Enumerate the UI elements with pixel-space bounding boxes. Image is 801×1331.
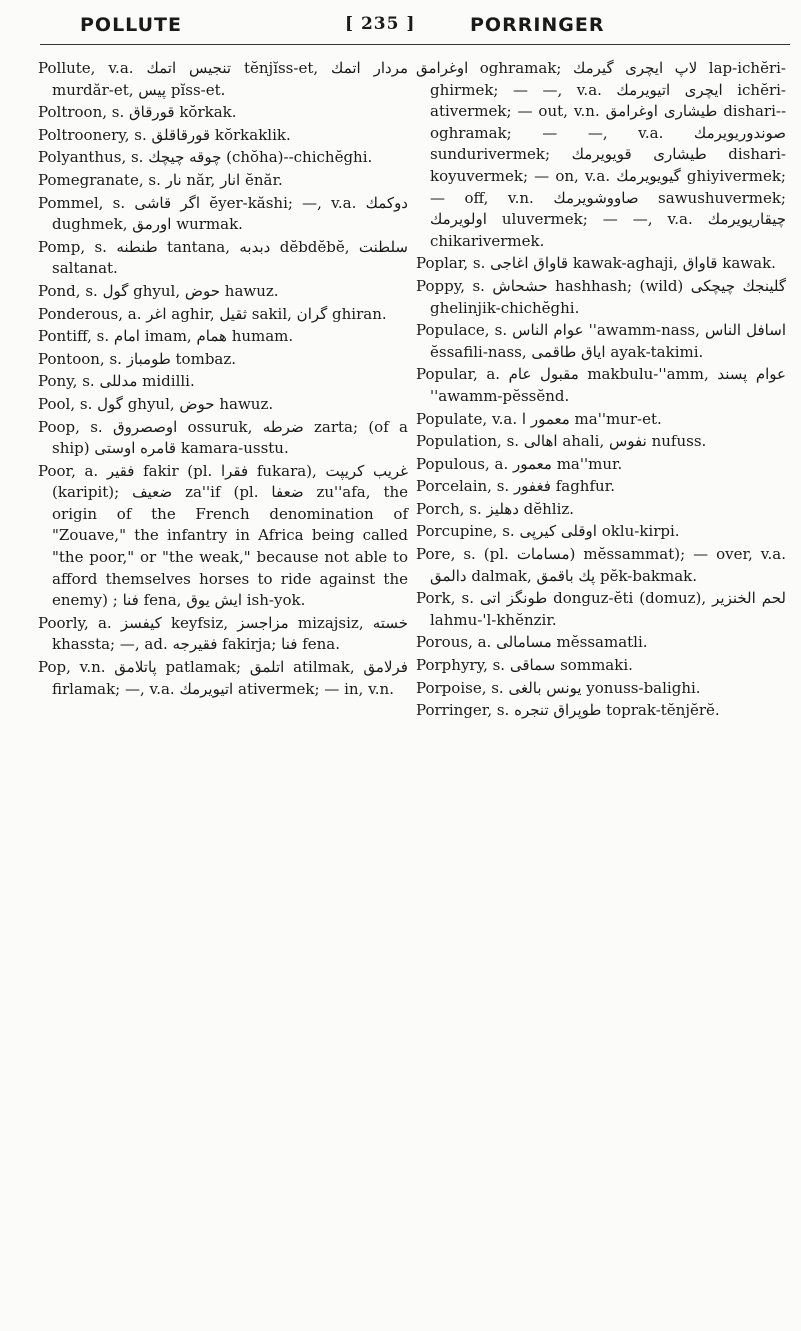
dictionary-entry: Poor, a. فقير fakir (pl. فقرا fukara), غريب كريپت (karipit); ضعيف za''if (pl. ضعفا zu''afa, the origin of the French denomination of "Zouave," the infantry in Africa being called "the poor," or "the weak," because not able to afford themselves horses to ride against the enemy) ; فنا fena, ايش يوق ish-yok. (38, 461, 409, 610)
dictionary-entry: Poplar, s. قاواق اغاجى kawak-aghaji, قاواق kawak. (416, 254, 776, 273)
dictionary-entry: Populous, a. معمور ma''mur. (416, 454, 623, 473)
dictionary-entry: Pony, s. مدللى midilli. (38, 372, 195, 391)
running-header (0, 0, 801, 44)
header-rule (40, 44, 790, 45)
dictionary-entry: اوغرامق oghramak; لاپ ايچرى گيرمك lap-ichĕri-ghirmek; — —, v.a. ايچرى اتيويرمك ichĕri-ativermek; — out, v.n. طيشارى اوغرامق dishari--oghramak; — —, v.a. صوندوريويرمك sundurivermek; طيشارى قويويرمك dishari-koyuvermek; — on, v.a. گيويويرمك ghiyivermek; — off, v.n. صاووشويرمك sawushuvermek; اولويرمك uluvermek; — —, v.a. چيقاريويرمك chikarivermek. (416, 59, 787, 250)
dictionary-entry: Porcelain, s. فغفور faghfur. (416, 477, 615, 496)
page-number: [ 235 ] (345, 14, 416, 34)
dictionary-entry: Pond, s. گول ghyul, حوض hawuz. (38, 281, 279, 300)
dictionary-entry: Porous, a. مسامالى mĕssamatli. (416, 633, 648, 652)
dictionary-entry: Porcupine, s. اوقلى كيرپى oklu-kirpi. (416, 522, 680, 541)
dictionary-entry: Pork, s. طونگز اتى donguz-ĕti (domuz), لحم الخنزير lahmu-'l-khĕnzir. (416, 589, 786, 629)
dictionary-entry: Ponderous, a. اغر aghir, ثقيل sakil, گران ghiran. (38, 304, 387, 323)
header-first-word: POLLUTE (80, 14, 182, 36)
right-column (416, 58, 786, 723)
header-last-word: PORRINGER (470, 14, 605, 36)
dictionary-entry: Poltroonery, s. قورقاقلق kŏrkaklik. (38, 125, 291, 144)
dictionary-entry: Pool, s. گول ghyul, حوض hawuz. (38, 394, 274, 413)
dictionary-entry: Poop, s. اوصصروق ossuruk, ضرطه zarta; (of a ship) قامرە اوستى kamara-usstu. (38, 417, 408, 458)
dictionary-entry: Pop, v.n. پاتلامق patlamak; اتلمق atilmak, فرلامق firlamak; —, v.a. اتيويرمك ativermek; — in, v.n. (38, 658, 408, 698)
dictionary-entry: Pomp, s. طنطنه tantana, دبدبه dĕbdĕbĕ, سلطنت saltanat. (38, 237, 408, 278)
dictionary-entry: Popular, a. مقبول عام makbulu-''amm, عوام پسند ''awamm-pĕssĕnd. (416, 365, 786, 405)
dictionary-entry: Pontoon, s. طومباز tombaz. (38, 349, 237, 368)
dictionary-entry: Polyanthus, s. چوقه چيچك (chŏha)--chichĕghi. (38, 148, 373, 167)
dictionary-entry: Poppy, s. حشحاش hashhash; (wild) گلينجك چيچكى ghelinjik-chichĕghi. (416, 276, 786, 317)
dictionary-entry: Populace, s. عوام الناس ''awamm-nass, اسافل الناس ĕssafili-nass, اياق طاقمى ayak-takimi. (416, 321, 786, 361)
dictionary-entry: Porphyry, s. سماقى sommaki. (416, 656, 633, 675)
dictionary-entry: Pontiff, s. امام imam, همام humam. (38, 327, 294, 346)
dictionary-entry: Porringer, s. طوپراق تنجره toprak-tĕnjĕrĕ. (416, 701, 720, 720)
dictionary-entry: Population, s. اهالى ahali, نفوس nufuss. (416, 432, 707, 451)
dictionary-entry: Poltroon, s. قورقاق kŏrkak. (38, 103, 237, 122)
dictionary-entry: Populate, v.a. معمور ا ma''mur-et. (416, 409, 662, 428)
dictionary-entry: Porch, s. دهليز dĕhliz. (416, 499, 575, 518)
dictionary-entry: Poorly, a. كيفسز keyfsiz, مزاجسز mizajsiz, خسته khassta; —, ad. فقيرجه fakirja; فنا fena. (38, 613, 408, 654)
left-column (38, 58, 408, 701)
dictionary-entry: Porpoise, s. يونس بالغى yonuss-balighi. (416, 678, 701, 697)
dictionary-entry: Pore, s. (pl. مسامات) mĕssammat); — over, v.a. دالمق dalmak, پك باقمق pĕk-bakmak. (416, 545, 786, 585)
dictionary-entry: Pommel, s. اگر قاشى ĕyer-kăshi; —, v.a. دوكمك dughmek, اورمق wurmak. (38, 193, 408, 234)
dictionary-entry: Pomegranate, s. نار năr, انار ĕnăr. (38, 170, 283, 189)
dictionary-entry: Pollute, v.a. تنجيس اتمك tĕnjĭss-et, مردار اتمك murdăr-et, پيس pĭss-et. (38, 59, 409, 99)
